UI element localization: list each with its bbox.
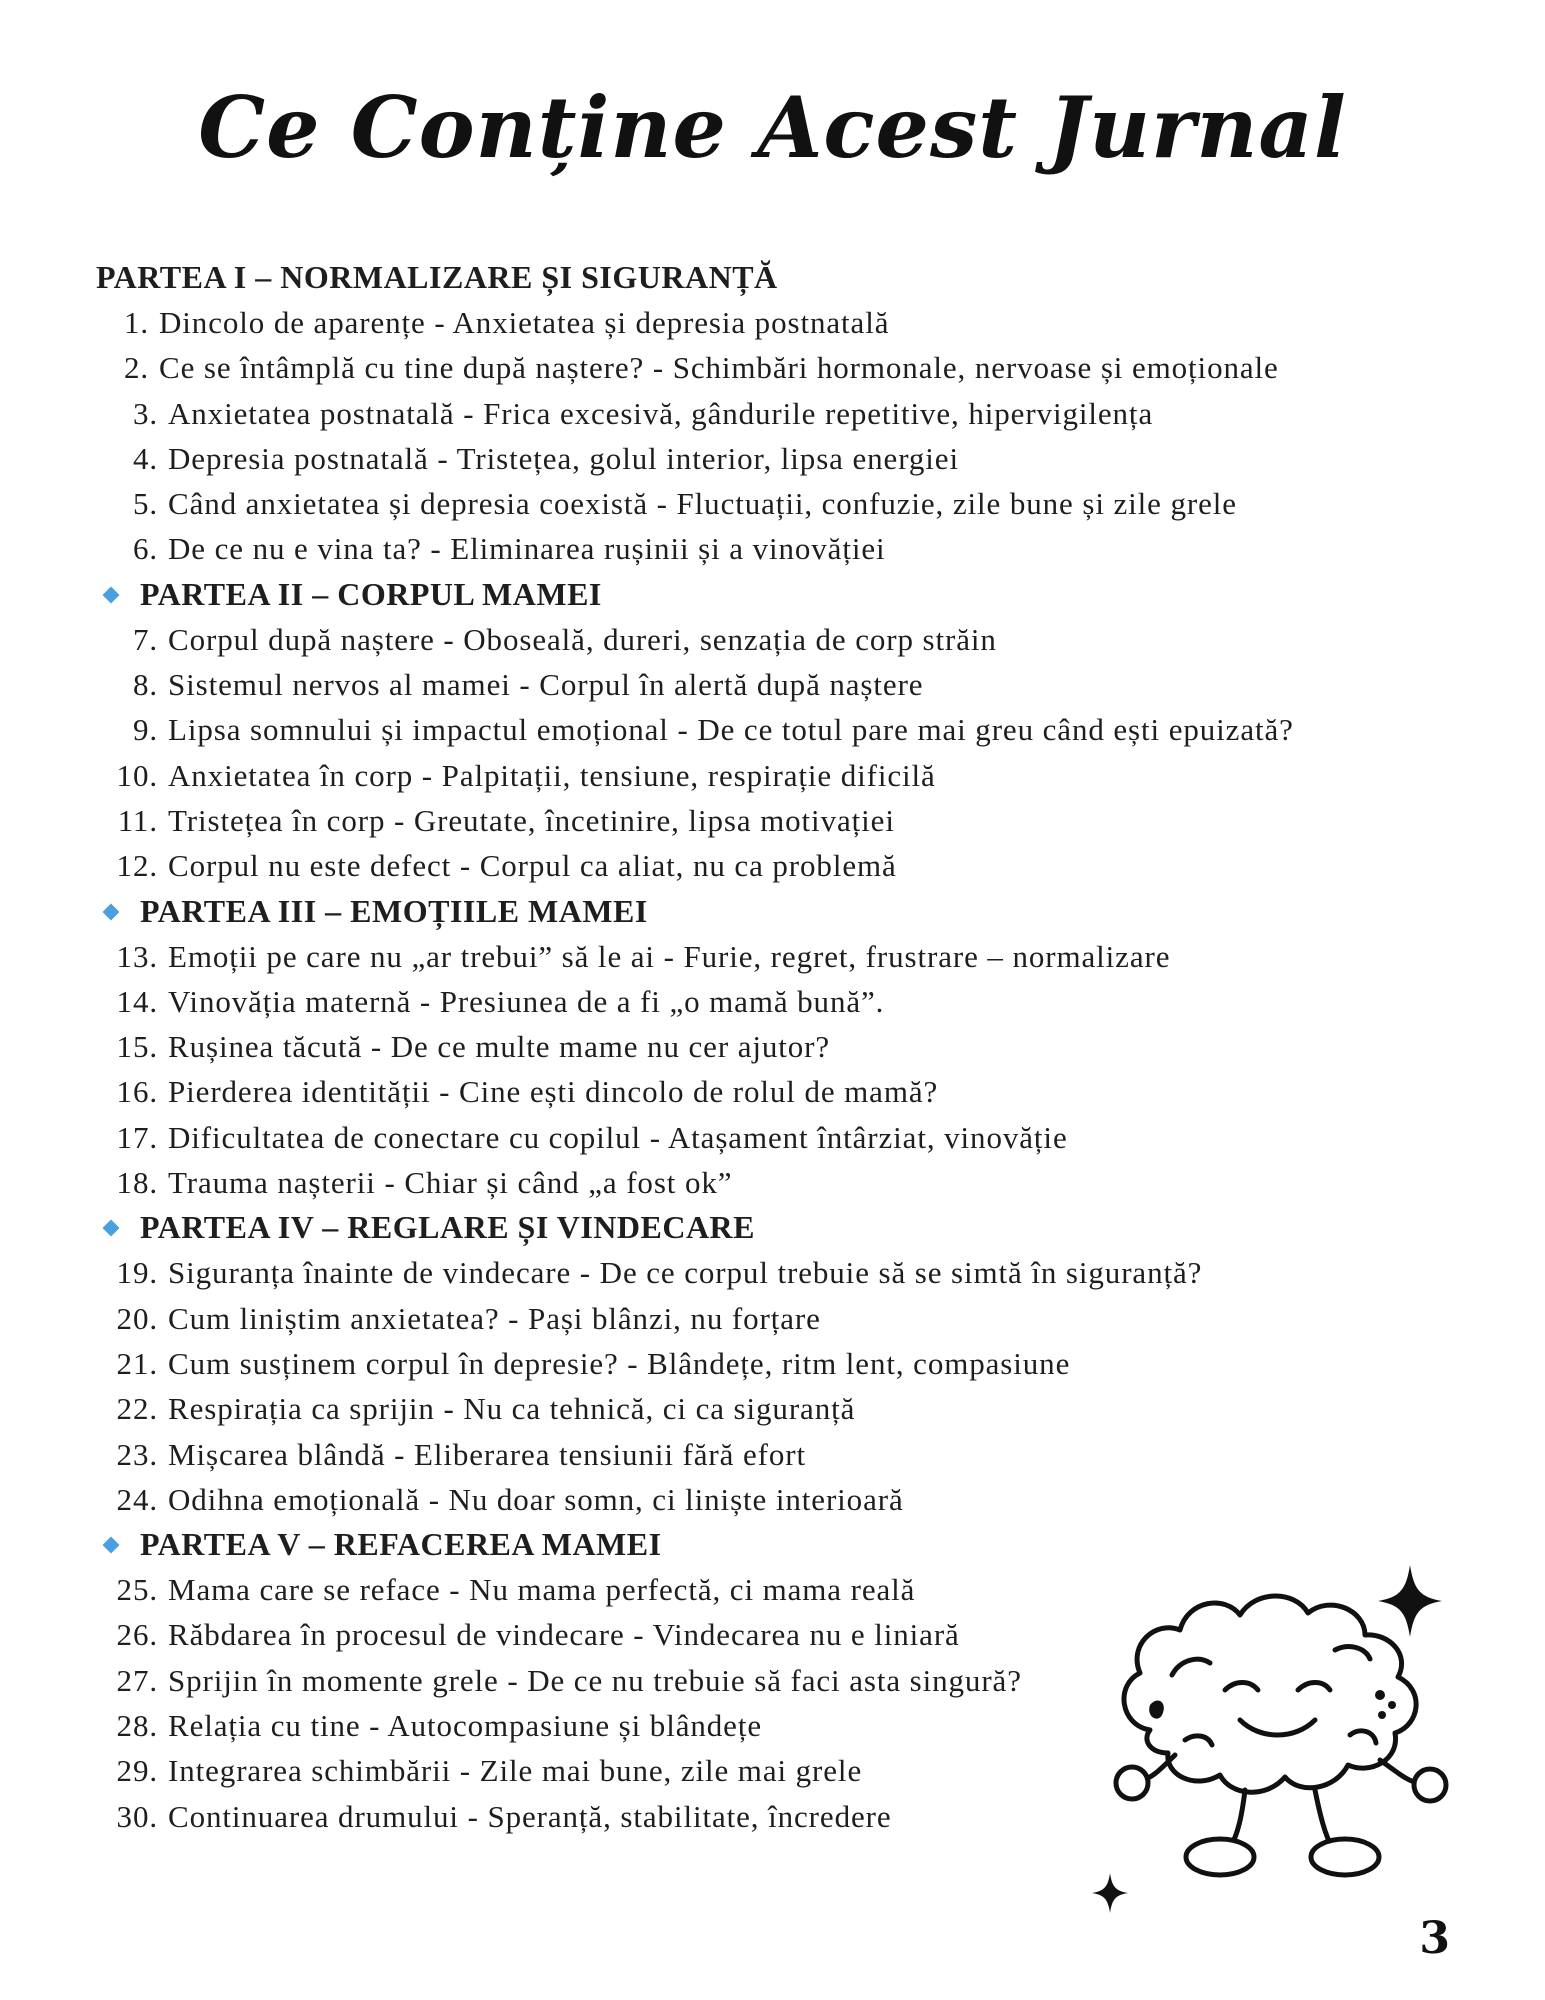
- toc-section-1: [96, 255, 1476, 572]
- diamond-bullet-icon: [103, 1220, 120, 1237]
- toc-section-3: [96, 889, 1476, 1206]
- item-text: Depresia postnatală - Tristețea, golul interior, lipsa energiei: [168, 440, 959, 476]
- item-text: Integrarea schimbării - Zile mai bune, zile mai grele: [168, 1753, 863, 1789]
- item-number: 26.: [116, 1617, 158, 1653]
- item-number: 10.: [116, 757, 158, 793]
- page-title: Ce Conține Acest Jurnal: [198, 78, 1347, 177]
- list-item: [96, 391, 1476, 436]
- item-number: 15.: [116, 1029, 158, 1065]
- item-text: Când anxietatea și depresia coexistă - Fluctuații, confuzie, zile bune și zile grele: [168, 486, 1237, 522]
- diamond-bullet-icon: [103, 1537, 120, 1554]
- item-text: Respirația ca sprijin - Nu ca tehnică, ci ca siguranță: [168, 1391, 856, 1427]
- item-number: 25.: [116, 1572, 158, 1608]
- list-item: [96, 979, 1476, 1024]
- section-heading: PARTEA III – EMOȚIILE MAMEI: [140, 892, 648, 929]
- item-text: Trauma nașterii - Chiar și când „a fost ok”: [168, 1165, 733, 1201]
- list-item: [96, 1069, 1476, 1114]
- item-text: Ce se întâmplă cu tine după naștere? - Schimbări hormonale, nervoase și emoționale: [159, 350, 1279, 386]
- list-item: [96, 707, 1476, 752]
- item-text: Anxietatea postnatală - Frica excesivă, gândurile repetitive, hipervigilența: [168, 395, 1154, 431]
- list-item: [96, 481, 1476, 526]
- item-text: Mișcarea blândă - Eliberarea tensiunii fără efort: [168, 1436, 806, 1472]
- list-item: [96, 1024, 1476, 1069]
- item-number: 14.: [116, 983, 158, 1019]
- toc-section-2: [96, 572, 1476, 889]
- list-item: [96, 1432, 1476, 1477]
- item-number: 8.: [132, 667, 158, 703]
- item-number: 5.: [132, 486, 158, 522]
- list-item: [96, 1160, 1476, 1205]
- section-heading: PARTEA I – NORMALIZARE ȘI SIGURANȚĂ: [96, 259, 778, 295]
- item-text: Rușinea tăcută - De ce multe mame nu cer ajutor?: [168, 1029, 831, 1065]
- item-number: 3.: [132, 395, 158, 431]
- list-item: [96, 1386, 1476, 1431]
- item-number: 27.: [116, 1662, 158, 1698]
- item-text: Siguranța înainte de vindecare - De ce corpul trebuie să se simtă în siguranță?: [168, 1255, 1203, 1291]
- item-number: 9.: [132, 712, 158, 748]
- list-item: [96, 662, 1476, 707]
- item-text: Pierderea identității - Cine ești dincolo de rolul de mamă?: [168, 1074, 939, 1110]
- list-item: [96, 300, 1476, 345]
- item-text: De ce nu e vina ta? - Eliminarea rușinii și a vinovăției: [168, 531, 886, 567]
- list-item: [96, 934, 1476, 979]
- diamond-bullet-icon: [103, 903, 120, 920]
- item-text: Continuarea drumului - Speranță, stabilitate, încredere: [168, 1798, 892, 1834]
- sparkle-icon: [1092, 1873, 1128, 1913]
- list-item: [96, 1341, 1476, 1386]
- item-number: 6.: [132, 531, 158, 567]
- section-heading: PARTEA V – REFACEREA MAMEI: [140, 1526, 662, 1563]
- item-number: 19.: [116, 1255, 158, 1291]
- item-number: 13.: [116, 938, 158, 974]
- item-number: 7.: [132, 621, 158, 657]
- section-heading-row: [96, 889, 1476, 934]
- list-item: [96, 798, 1476, 843]
- list-item: [96, 1115, 1476, 1160]
- list-item: [96, 436, 1476, 481]
- item-text: Sprijin în momente grele - De ce nu trebuie să faci asta singură?: [168, 1662, 1022, 1698]
- item-text: Corpul după naștere - Oboseală, dureri, senzația de corp străin: [168, 621, 997, 657]
- item-text: Lipsa somnului și impactul emoțional - De ce totul pare mai greu când ești epuizată?: [168, 712, 1294, 748]
- list-item: [96, 753, 1476, 798]
- list-item: [96, 617, 1476, 662]
- item-text: Cum susținem corpul în depresie? - Blândețe, ritm lent, compasiune: [168, 1345, 1071, 1381]
- section-heading-row: [96, 572, 1476, 617]
- item-text: Relația cu tine - Autocompasiune și blândețe: [168, 1708, 762, 1744]
- item-text: Tristețea în corp - Greutate, încetinire, lipsa motivației: [168, 802, 895, 838]
- item-number: 24.: [116, 1481, 158, 1517]
- sparkle-icon: [1378, 1565, 1442, 1637]
- item-number: 18.: [116, 1165, 158, 1201]
- item-number: 21.: [116, 1345, 158, 1381]
- item-number: 28.: [116, 1708, 158, 1744]
- list-item: [96, 1477, 1476, 1522]
- list-item: [96, 526, 1476, 571]
- item-number: 23.: [116, 1436, 158, 1472]
- item-text: Corpul nu este defect - Corpul ca aliat, nu ca problemă: [168, 848, 897, 884]
- item-text: Sistemul nervos al mamei - Corpul în alertă după naștere: [168, 667, 924, 703]
- toc-section-4: [96, 1205, 1476, 1522]
- item-text: Răbdarea în procesul de vindecare - Vindecarea nu e liniară: [168, 1617, 960, 1653]
- item-text: Anxietatea în corp - Palpitații, tensiune, respirație dificilă: [168, 757, 936, 793]
- item-number: 2.: [123, 350, 149, 386]
- list-item: [96, 1250, 1476, 1295]
- item-number: 16.: [116, 1074, 158, 1110]
- section-heading: PARTEA IV – REGLARE ȘI VINDECARE: [140, 1209, 755, 1246]
- item-text: Dificultatea de conectare cu copilul - Atașament întârziat, vinovăție: [168, 1119, 1068, 1155]
- item-text: Mama care se reface - Nu mama perfectă, ci mama reală: [168, 1572, 916, 1608]
- item-number: 20.: [116, 1300, 158, 1336]
- item-text: Emoții pe care nu „ar trebui” să le ai - Furie, regret, frustrare – normalizare: [168, 938, 1171, 974]
- section-heading: PARTEA II – CORPUL MAMEI: [140, 575, 602, 612]
- item-number: 11.: [117, 802, 158, 838]
- smiling-brain-mascot-icon: [1080, 1555, 1480, 1915]
- item-number: 12.: [116, 848, 158, 884]
- item-number: 4.: [132, 440, 158, 476]
- item-text: Odihna emoțională - Nu doar somn, ci liniște interioară: [168, 1481, 904, 1517]
- diamond-bullet-icon: [103, 586, 120, 603]
- item-text: Dincolo de aparențe - Anxietatea și depresia postnatală: [159, 305, 890, 340]
- item-number: 29.: [116, 1753, 158, 1789]
- page-number: 3: [1419, 1913, 1450, 1964]
- item-number: 22.: [116, 1391, 158, 1427]
- item-number: 30.: [116, 1798, 158, 1834]
- item-text: Cum liniștim anxietatea? - Pași blânzi, nu forțare: [168, 1300, 821, 1336]
- item-number: 1.: [123, 305, 149, 340]
- item-text: Vinovăția maternă - Presiunea de a fi „o mamă bună”.: [168, 983, 885, 1019]
- list-item: [96, 1296, 1476, 1341]
- section-heading-row: [96, 1205, 1476, 1250]
- list-item: [96, 345, 1476, 390]
- item-number: 17.: [116, 1119, 158, 1155]
- list-item: [96, 843, 1476, 888]
